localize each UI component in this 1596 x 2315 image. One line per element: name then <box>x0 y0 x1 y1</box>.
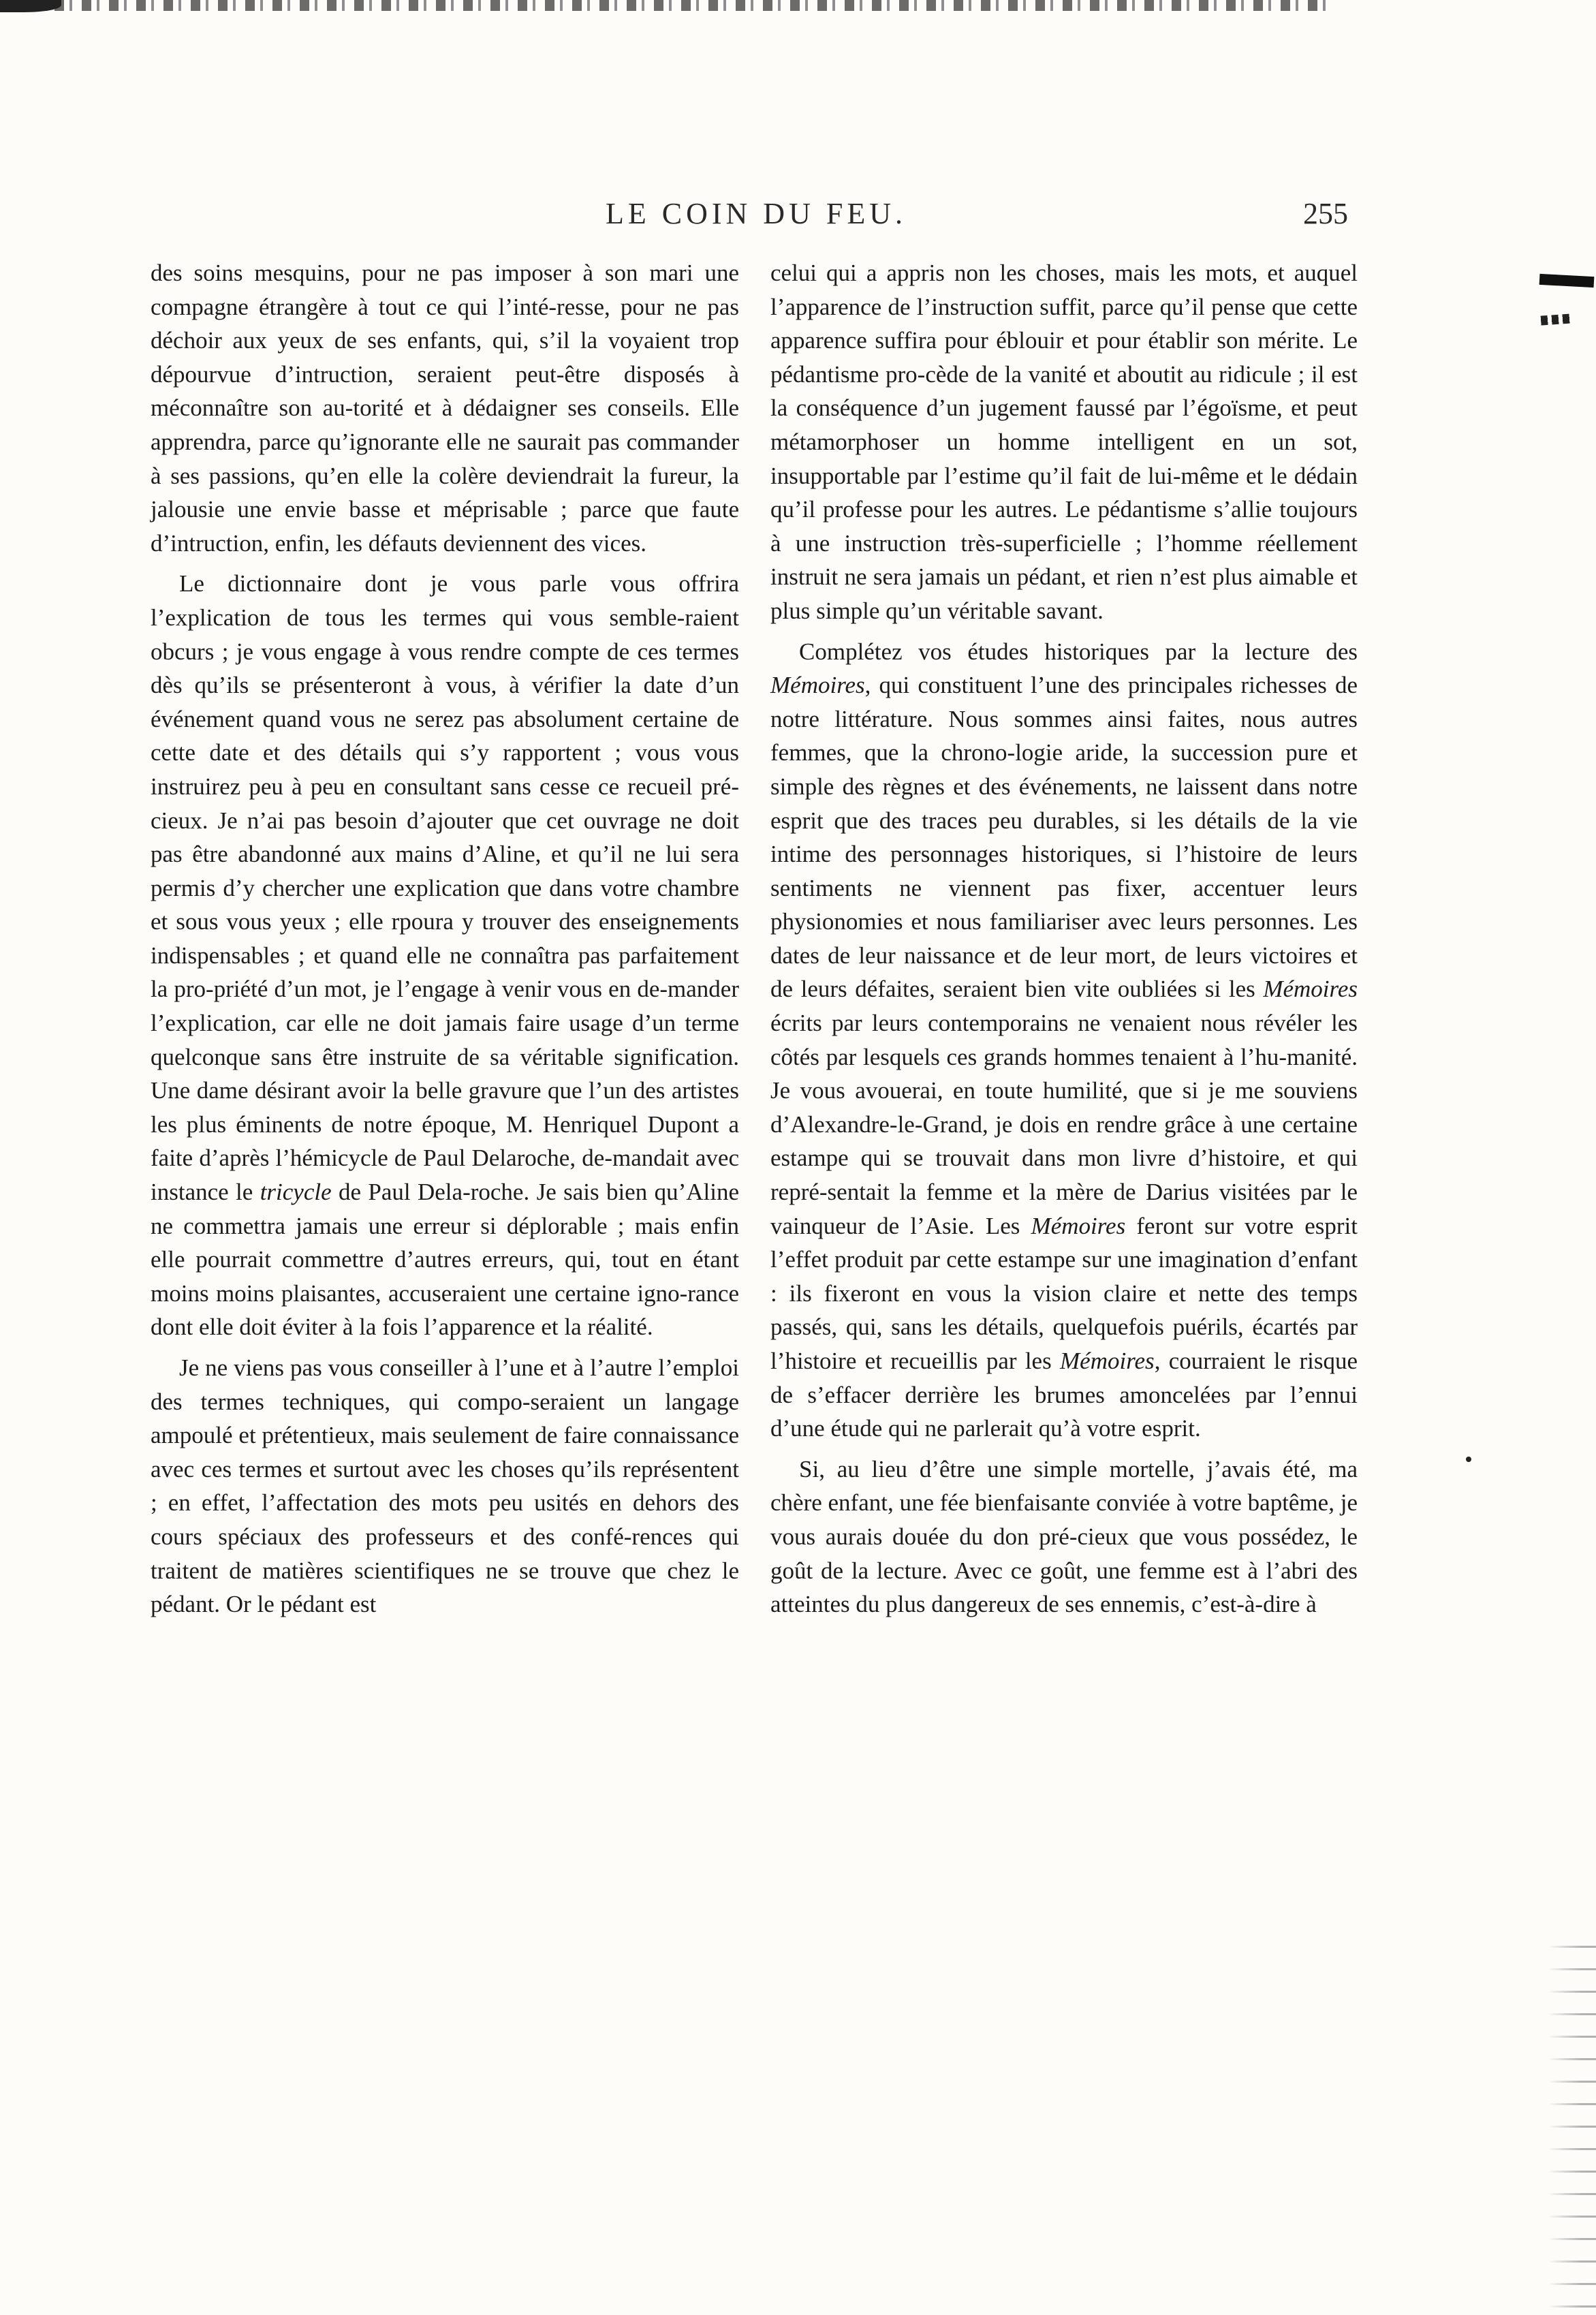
margin-mark-small <box>1541 313 1573 325</box>
right-paragraph-2-italic-4: Mémoires <box>1060 1348 1155 1374</box>
right-paragraph-1: celui qui a appris non les choses, mais les mots, et auquel l’apparence de l’instruction suffit, parce qu’il pense que cette apparence suffira pour éblouir et pour établir son mérite. Le pédantisme pro-cède de la vanité et aboutit au ridicule ; il est la conséquence d’un jugement faussé par l’égoïsme, et peut métamorphoser un homme intelligent en un sot, insupportable par l’estime qu’il fait de lui-même et le dédain qu’il professe pour les autres. Le pédantisme s’allie toujours à une instruction très-superficielle ; l’homme réellement instruit ne sera jamais un pédant, et rien n’est plus aimable et plus simple qu’un véritable savant. <box>770 260 1358 624</box>
left-paragraph-2-italic: tricycle <box>260 1179 332 1206</box>
page-number: 255 <box>1303 197 1348 230</box>
left-paragraph-1: des soins mesquins, pour ne pas imposer à son mari une compagne étrangère à tout ce qui l’inté-resse, pour ne pas déchoir aux yeux de ses enfants, qui, s’il la voyaient trop dépourvue d’intruction, seraient peut-être disposés à méconnaître son au-torité et à dédaigner ses conseils. Elle apprendra, parce qu’ignorante elle ne saurait pas commander à ses passions, qu’en elle la colère deviendrait la fureur, la jalousie une envie basse et méprisable ; parce que faute d’intruction, enfin, les défauts deviennent des vices. <box>151 260 739 557</box>
right-paragraph-2-text-after-4: , courraient le risque de s’effacer derrière les brumes amoncelées par l’ennui d’une étude qui ne parlerait qu’à votre esprit. <box>770 1348 1358 1442</box>
right-paragraph-3: Si, au lieu d’être une simple mortelle, j’avais été, ma chère enfant, une fée bienfaisante conviée à votre baptême, je vous aurais douée du don pré-cieux que vous possédez, le goût de la lecture. Avec ce goût, une femme est à l’abri des atteintes du plus dangereux de ses ennemis, c’est-à-dire à <box>770 1455 1358 1618</box>
left-paragraph-2-text: Le dictionnaire dont je vous parle vous offrira l’explication de tous les termes qui vous semble-raient obcurs ; je vous engage à vous rendre compte de ces termes dès qu’ils se présenteront à vous, à vérifier la date d’un événement quand vous ne serez pas absolument certaine de cette date et des détails qui s’y rapportent ; vous vous instruirez peu à peu en consultant sans cesse ce recueil pré-cieux. Je n’ai pas besoin d’ajouter que cet ouvrage ne doit pas être abandonné aux mains d’Aline, et qu’il ne lui sera permis d’y chercher une explication que dans votre chambre et sous vous yeux ; elle rpoura y trouver des enseignements indispensables ; et quand elle ne connaîtra pas parfaitement la pro-priété d’un mot, je l’engage à venir vous en de-mander l’explication, car elle ne doit jamais faire usage d’un terme quelconque sans être instruite de sa véritable signification. Une dame désirant avoir la belle gravure que l’un des artistes les plus éminents de notre époque, M. Henriquel Dupont a faite d’après l’hémicycle de Paul Delaroche, de-mandait avec instance le <box>151 570 739 1206</box>
left-paragraph-2 <box>151 567 739 1344</box>
right-paragraph-2-text-after: , qui constituent l’une des principales richesses de notre littérature. Nous sommes ainsi faites, nous autres femmes, que la chrono-logie aride, la succession pure et simple des règnes et des événements, ne laissent dans notre esprit que des traces peu durables, si les détails de la vie intime des personnages historiques, si l’histoire de leurs sentiments ne viennent pas fixer, accentuer leurs physionomies et nous familiariser avec leurs personnes. Les dates de leur naissance et de leur mort, de leurs victoires et de leurs défaites, seraient bien vite oubliées si les <box>770 672 1358 1003</box>
left-paragraph-2-text-after: de Paul Dela-roche. Je sais bien qu’Aline ne commettra jamais une erreur si déplorable ; mais enfin elle pourrait commettre d’autres erreurs, qui, tout en étant moins moins plaisantes, accuseraient une certaine igno-rance dont elle doit éviter à la fois l’apparence et la réalité. <box>151 1179 740 1341</box>
right-paragraph-2-text: Complétez vos études historiques par la lecture des <box>799 638 1358 665</box>
right-column <box>770 256 1358 1628</box>
scan-top-edge <box>0 0 1335 11</box>
right-paragraph-2-text-after-2: écrits par leurs contemporains ne venaient nous révéler les côtés par lesquels ces grands hommes tenaient à l’hu-manité. Je vous avouerai, en toute humilité, que si je me souviens d’Alexandre-le-Grand, je dois en rendre grâce à une certaine estampe qui se trouvait dans mon livre d’histoire, et qui repré-sentait la femme et la mère de Darius visitées par le vainqueur de l’Asie. Les <box>770 1010 1358 1239</box>
scan-corner-noise <box>1548 1933 1596 2315</box>
ink-speck <box>1466 1457 1471 1462</box>
right-paragraph-2-text-after-3: feront sur votre esprit l’effet produit par cette estampe sur une imagination d’enfant : ils fixeront en vous la vision claire et nette des temps passés, qui, sans les détails, quelquefois puérils, écartés par l’histoire et recueillis par les <box>770 1212 1358 1374</box>
right-paragraph-2-italic-2: Mémoires <box>1263 976 1358 1003</box>
left-paragraph-3: Je ne viens pas vous conseiller à l’une et à l’autre l’emploi des termes techniques, qui compo-seraient un langage ampoulé et prétentieux, mais seulement de faire connaissance avec ces termes et surtout avec les choses qu’ils représentent ; en effet, l’affectation des mots peu usités en dehors des cours spéciaux des professeurs et des confé-rences qui traitent de matières scientifiques ne se trouve que chez le pédant. Or le pédant est <box>151 1354 739 1618</box>
right-paragraph-2-italic-3: Mémoires <box>1031 1212 1126 1239</box>
margin-mark <box>1539 274 1595 288</box>
left-column <box>151 256 739 1628</box>
right-paragraph-2-italic: Mémoires <box>770 672 865 699</box>
running-head: LE COIN DU FEU. <box>606 197 907 230</box>
right-paragraph-2 <box>770 635 1358 1446</box>
